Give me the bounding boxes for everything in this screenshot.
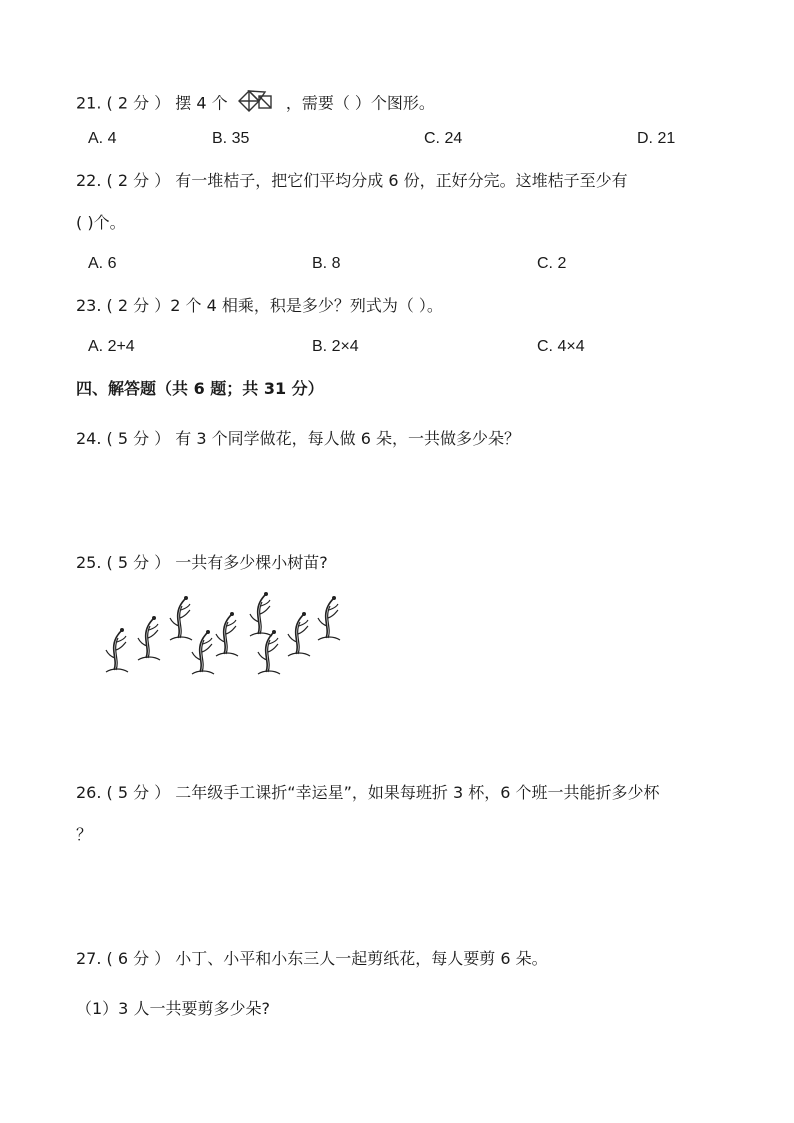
q22-option-c[interactable]: C. 2: [537, 255, 567, 272]
q22-option-b[interactable]: B. 8: [312, 255, 341, 272]
q25-stem: 25. ( 5 分 ） 一共有多少棵小树苗?: [76, 553, 328, 572]
tangram-house-icon: [237, 86, 277, 122]
q23-stem: 23. ( 2 分 ）2 个 4 相乘，积是多少？列式为（ ）。: [76, 296, 443, 315]
q27-stem: 27. ( 6 分 ） 小丁、小平和小东三人一起剪纸花，每人要剪 6 朵。: [76, 949, 548, 968]
q21-option-a[interactable]: A. 4: [88, 130, 117, 147]
q21-option-b[interactable]: B. 35: [212, 130, 250, 147]
q22-option-a[interactable]: A. 6: [88, 255, 117, 272]
seedlings-icon: [100, 590, 360, 680]
q21-option-d[interactable]: D. 21: [637, 130, 676, 147]
q24-stem: 24. ( 5 分 ） 有 3 个同学做花，每人做 6 朵，一共做多少朵？: [76, 429, 521, 448]
q21-stem-pre: 21. ( 2 分 ） 摆 4 个: [76, 93, 228, 113]
q23-option-b[interactable]: B. 2×4: [312, 338, 359, 355]
q27-sub1: （1）3 人一共要剪多少朵?: [76, 999, 270, 1018]
q21-option-c[interactable]: C. 24: [424, 130, 463, 147]
q26-stem-line2: ？: [76, 825, 93, 844]
q21-stem-post: ，需要（ ）个图形。: [285, 93, 435, 113]
q22-stem-line1: 22. ( 2 分 ） 有一堆桔子，把它们平均分成 6 份，正好分完。这堆桔子至少有: [76, 171, 628, 190]
q23-option-a[interactable]: A. 2+4: [88, 338, 135, 355]
q26-stem-line1: 26. ( 5 分 ） 二年级手工课折“幸运星”，如果每班折 3 杯，6 个班一共能折多少杯: [76, 783, 660, 802]
section-heading: 四、解答题（共 6 题；共 31 分）: [76, 379, 324, 398]
q21-stem: [76, 86, 435, 122]
q23-option-c[interactable]: C. 4×4: [537, 338, 585, 355]
q22-stem-line2: ( )个。: [76, 213, 126, 232]
